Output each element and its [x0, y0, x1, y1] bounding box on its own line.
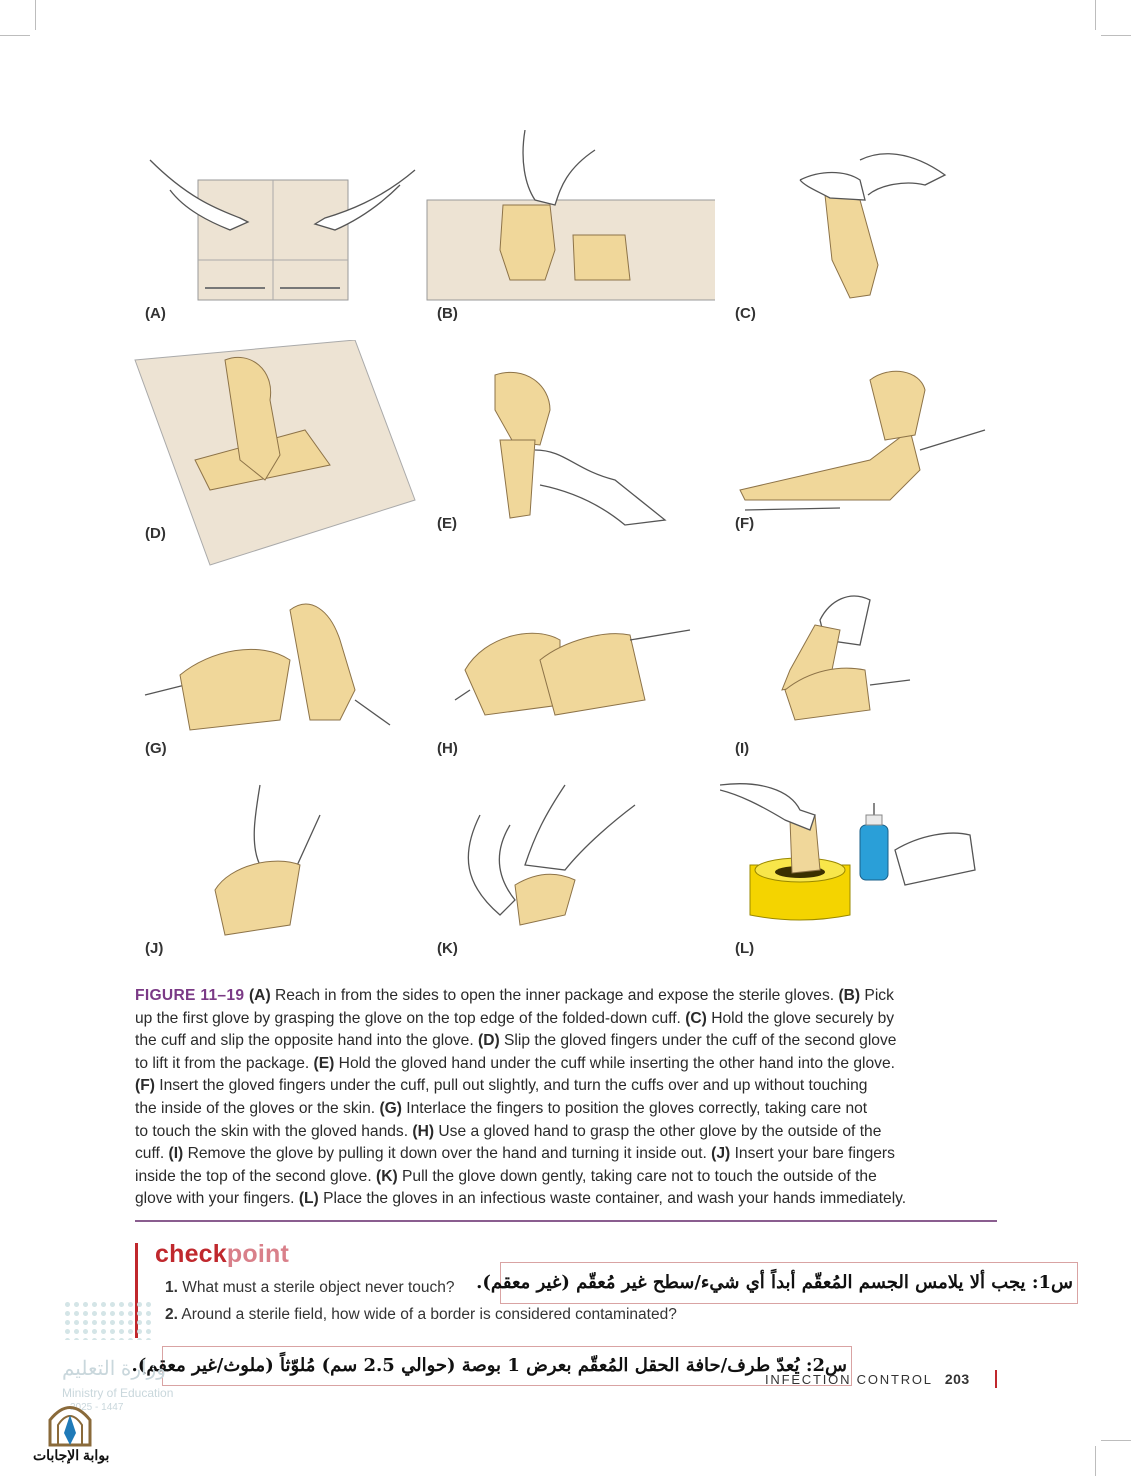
page-footer: [765, 1371, 970, 1387]
caption-step-label: (L): [298, 1190, 319, 1208]
panel-label: (C): [735, 305, 756, 322]
panel-k-illustration: [425, 775, 715, 975]
figure-number: FIGURE 11–19: [135, 987, 249, 1004]
checkpoint-title-a: check: [155, 1240, 227, 1268]
panel-label: (D): [145, 525, 166, 542]
portal-name: بوابة الإجابات: [33, 1447, 110, 1463]
panel-label: (I): [735, 740, 750, 757]
caption-text: Reach in from the sides to open the inner package and expose the sterile gloves.: [270, 987, 839, 1004]
caption-text: Pull the glove down gently, taking care not to touch the outside of the: [397, 1167, 877, 1185]
answer-2-overlay: س2: يُعدّ طرف/حافة الحقل المُعقّم بعرض 1 بوصة (حوالي 2.5 سم) مُلوّثاً (ملوث/غير معقم).: [162, 1346, 852, 1386]
panel-g: [130, 580, 420, 780]
panel-label: (E): [437, 515, 457, 532]
caption-text: cuff.: [135, 1145, 169, 1163]
checkpoint-question-2: [165, 1306, 677, 1324]
panel-e-illustration: [425, 360, 715, 560]
panel-d: [130, 340, 420, 570]
caption-step-label: (A): [248, 987, 271, 1004]
answer-1-overlay: س1: يجب ألا يلامس الجسم المُعقّم أبداً أي شيء/سطح غير مُعقّم (غير معقم).: [500, 1262, 1078, 1304]
panel-i: [720, 580, 1010, 780]
caption-line: [135, 985, 1000, 1008]
panel-label: (A): [145, 305, 166, 322]
crop-mark-tl-h: [0, 35, 30, 36]
caption-step-label: (K): [376, 1167, 398, 1185]
crop-mark-tr-v: [1095, 0, 1096, 30]
watermark-ar: وزارة التعليم: [62, 1358, 166, 1380]
footer-accent-bar: [995, 1370, 997, 1388]
caption-step-label: (F): [135, 1077, 155, 1095]
checkpoint-title-b: point: [226, 1240, 289, 1268]
caption-text: to lift it from the package.: [135, 1054, 314, 1072]
caption-step-label: (E): [313, 1054, 335, 1072]
caption-step-label: (G): [379, 1099, 402, 1117]
caption-text: the cuff and slip the opposite hand into the glove.: [135, 1032, 479, 1050]
panel-label: (F): [735, 515, 755, 532]
crop-mark-br-v: [1095, 1446, 1096, 1476]
panel-d-illustration: [130, 340, 420, 570]
panel-i-illustration: [720, 580, 1010, 780]
question-number: 1.: [165, 1279, 178, 1296]
caption-line: [135, 1008, 1000, 1031]
panel-c: [720, 130, 1010, 330]
figure-caption: [135, 985, 1000, 1211]
caption-text: Hold the gloved hand under the cuff while inserting the other hand into the glove.: [334, 1054, 895, 1072]
caption-text: Hold the glove securely by: [706, 1009, 895, 1027]
caption-line: [135, 1188, 1000, 1211]
caption-text: Pick: [860, 987, 894, 1004]
question-number: 2.: [165, 1306, 178, 1323]
footer-section: INFECTION CONTROL: [765, 1372, 933, 1387]
panel-j-illustration: [130, 775, 420, 975]
panel-e: [425, 360, 715, 560]
ministry-dots-logo: [63, 1300, 153, 1340]
caption-step-label: (I): [168, 1145, 184, 1163]
caption-text: to touch the skin with the gloved hands.: [135, 1122, 413, 1140]
watermark-en: Ministry of Education: [62, 1386, 174, 1400]
panel-b: [425, 130, 715, 330]
checkpoint-question-1: [165, 1279, 455, 1297]
caption-text: Remove the glove by pulling it down over the hand and turning it inside out.: [183, 1145, 712, 1163]
caption-text: the inside of the gloves or the skin.: [135, 1099, 380, 1117]
checkpoint-title: [155, 1240, 289, 1269]
panel-l: [720, 775, 1010, 975]
crop-mark-tr-h: [1101, 35, 1131, 36]
caption-text: Insert your bare fingers: [730, 1145, 895, 1163]
caption-text: Slip the gloved fingers under the cuff of the second glove: [499, 1032, 897, 1050]
panel-a-illustration: [130, 130, 420, 330]
panel-f: [720, 360, 1010, 560]
panel-label: (K): [437, 940, 458, 957]
page-number: 203: [944, 1371, 970, 1387]
caption-divider: [135, 1220, 997, 1222]
question-text: Around a sterile field, how wide of a border is considered contaminated?: [181, 1306, 677, 1323]
panel-b-illustration: [425, 130, 715, 330]
caption-text: Insert the gloved fingers under the cuff, pull out slightly, and turn the cuffs over and up without touching: [154, 1077, 868, 1095]
panel-label: (H): [437, 740, 458, 757]
crop-mark-tl-v: [35, 0, 36, 30]
panel-l-illustration: [720, 775, 1010, 975]
panel-a: [130, 130, 420, 330]
panel-g-illustration: [130, 580, 420, 780]
panel-k: [425, 775, 715, 975]
caption-line: [135, 1121, 1000, 1144]
panel-j: [130, 775, 420, 975]
panel-f-illustration: [720, 360, 1010, 560]
caption-line: [135, 1166, 1000, 1189]
panel-label: (J): [145, 940, 164, 957]
question-text: What must a sterile object never touch?: [182, 1279, 455, 1296]
caption-step-label: (D): [478, 1032, 500, 1050]
caption-step-label: (J): [711, 1145, 731, 1163]
panel-c-illustration: [720, 130, 1010, 330]
caption-line: [135, 1143, 1000, 1166]
panel-label: (G): [145, 740, 167, 757]
caption-step-label: (C): [685, 1009, 707, 1027]
panel-label: (L): [735, 940, 755, 957]
caption-line: [135, 1030, 1000, 1053]
caption-step-label: (B): [838, 987, 861, 1004]
caption-text: inside the top of the second glove.: [135, 1167, 377, 1185]
caption-text: glove with your fingers.: [135, 1190, 299, 1208]
caption-text: Use a gloved hand to grasp the other glove by the outside of the: [434, 1122, 882, 1140]
panel-label: (B): [437, 305, 458, 322]
caption-line: [135, 1075, 1000, 1098]
caption-line: [135, 1098, 1000, 1121]
panel-h-illustration: [425, 580, 715, 780]
caption-text: Place the gloves in an infectious waste container, and wash your hands immediately.: [318, 1190, 907, 1208]
watermark-year: 2025 - 1447: [70, 1402, 124, 1413]
glove-procedure-figure: [130, 130, 1010, 960]
panel-h: [425, 580, 715, 780]
caption-line: [135, 1053, 1000, 1076]
caption-text: up the first glove by grasping the glove on the top edge of the folded-down cuff.: [135, 1009, 686, 1027]
crop-mark-br-h: [1101, 1440, 1131, 1441]
caption-text: Interlace the fingers to position the gloves correctly, taking care not: [401, 1099, 868, 1117]
caption-step-label: (H): [412, 1122, 435, 1140]
